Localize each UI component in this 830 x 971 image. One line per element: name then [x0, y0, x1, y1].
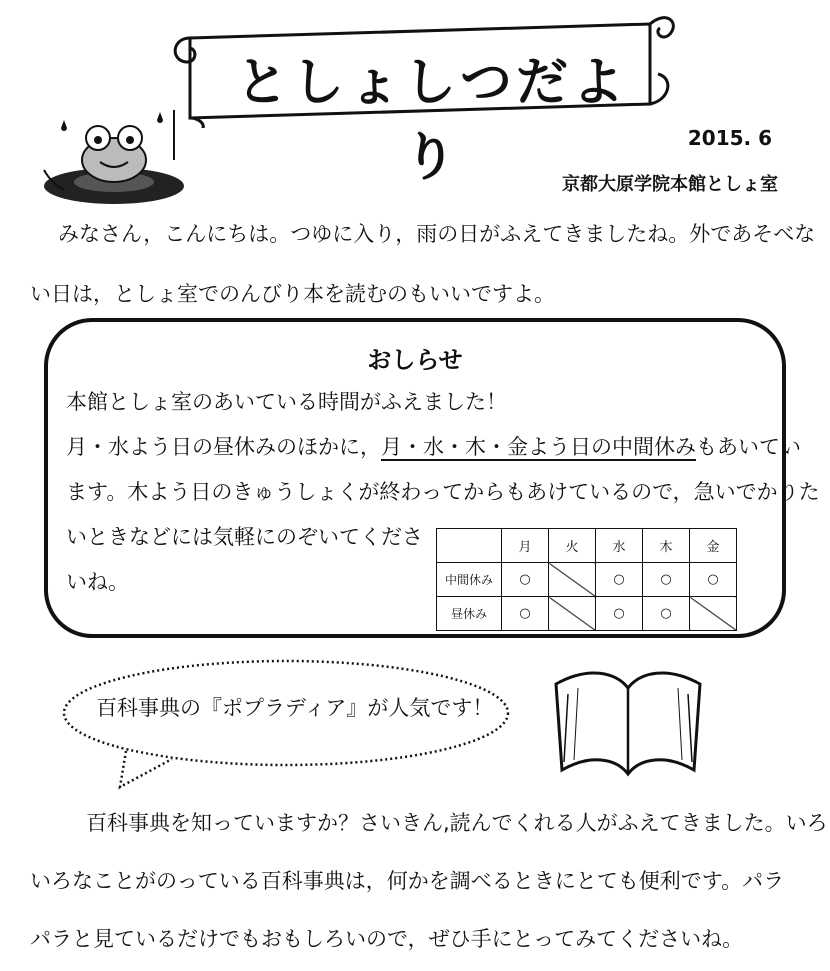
- schedule-header-row: [437, 529, 737, 563]
- notice-line: [66, 425, 820, 470]
- page-title: としょしつだより: [235, 53, 628, 188]
- day-header: 木: [643, 529, 690, 563]
- day-header: 月: [502, 529, 549, 563]
- speech-bubble: [56, 655, 526, 795]
- intro-line: い日は，としょ室でのんびり本を読むのもいいですよ。: [30, 282, 555, 306]
- school-name: 京都大原学院本館としょ室: [562, 174, 778, 195]
- article-line: パラと見ているだけでもおもしろいので，ぜひ手にとってみてくださいね。: [30, 927, 744, 951]
- open-mark: ○: [502, 563, 549, 597]
- open-mark: ○: [596, 597, 643, 631]
- notice-line: ます。木よう日のきゅうしょくが終わってからもあけているので，急いでかりた: [66, 480, 820, 504]
- notice-highlight: 月・水・木・金よう日の中間休み: [381, 435, 696, 459]
- row-label: 中間休み: [437, 563, 502, 597]
- table-corner: [437, 529, 502, 563]
- book-icon: [548, 658, 708, 784]
- table-row: [437, 563, 737, 597]
- intro-line: みなさん，こんにちは。つゆに入り，雨の日がふえてきましたね。外であそべな: [58, 222, 816, 246]
- day-header: 金: [690, 529, 737, 563]
- notice-text: もあいてい: [696, 435, 801, 459]
- article-line: いろなことがのっている百科事典は，何かを調べるときにとても便利です。パラ: [30, 869, 785, 893]
- issue-date: 2015. 6: [687, 126, 772, 150]
- table-row: [437, 597, 737, 631]
- row-label: 昼休み: [437, 597, 502, 631]
- open-mark: ○: [643, 563, 690, 597]
- closed-slash: [690, 597, 737, 631]
- notice-line: いときなどには気軽にのぞいてくださ: [66, 525, 423, 549]
- schedule-table: [436, 528, 737, 631]
- bubble-text: 百科事典の『ポプラディア』が人気です！: [96, 696, 494, 720]
- day-header: 水: [596, 529, 643, 563]
- notice-text: 月・水よう日の昼休みのほかに，: [66, 435, 381, 459]
- notice-box: [44, 318, 820, 638]
- intro-paragraph: [30, 204, 816, 324]
- closed-slash: [549, 563, 596, 597]
- article-line: 百科事典を知っていますか？さいきん,読んでくれる人がふえてきました。いろ: [86, 811, 828, 835]
- day-header: 火: [549, 529, 596, 563]
- frog-icon: [34, 100, 194, 212]
- notice-title: おしらせ: [367, 346, 463, 374]
- notice-line: 本館としょ室のあいている時間がふえました！: [66, 390, 507, 414]
- closed-slash: [549, 597, 596, 631]
- notice-line: いね。: [66, 570, 129, 594]
- article-paragraph: [30, 794, 828, 968]
- open-mark: ○: [690, 563, 737, 597]
- open-mark: ○: [596, 563, 643, 597]
- open-mark: ○: [502, 597, 549, 631]
- open-mark: ○: [643, 597, 690, 631]
